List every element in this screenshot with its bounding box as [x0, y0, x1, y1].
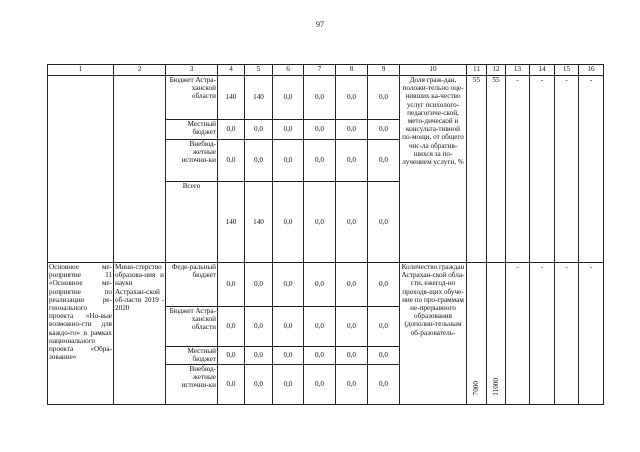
- indicator-value-16: -: [579, 263, 604, 405]
- funding-source: Бюджет Астра-ханской области: [166, 307, 218, 347]
- page-number: 97: [316, 20, 324, 29]
- col-number: 2: [114, 65, 166, 76]
- col-number: 14: [530, 65, 555, 76]
- value-cell: 0,0: [368, 365, 400, 405]
- value-cell: 0,0: [304, 120, 336, 140]
- value-cell: 0,0: [245, 263, 273, 307]
- funding-source: Феде-ральный бюджет: [166, 263, 218, 307]
- value-cell: 0,0: [245, 347, 273, 365]
- funding-source: Внебюд-жетные источни-ки: [166, 140, 218, 182]
- value-cell: 0,0: [336, 140, 368, 182]
- col-number: 7: [304, 65, 336, 76]
- value-cell: 0,0: [336, 365, 368, 405]
- value-cell: 0,0: [336, 263, 368, 307]
- value-cell: 0,0: [304, 140, 336, 182]
- indicator-text: Доля граж-дан, положи-тельно оце-нивших ка-чество услуг психолого-педагогиче-ской, мето-дической и консульта-тивной по-мощи, от общего чис-ла обратив-шихся за по-лучением услуги, %: [400, 76, 467, 263]
- value-cell: 0,0: [218, 120, 245, 140]
- value-cell: 0,0: [273, 263, 304, 307]
- funding-source: Местный бюджет: [166, 347, 218, 365]
- col-number: 8: [336, 65, 368, 76]
- col-number: 16: [579, 65, 604, 76]
- value-cell: 0,0: [336, 76, 368, 120]
- value-cell: 0,0: [368, 182, 400, 263]
- value-cell: 0,0: [273, 140, 304, 182]
- value-cell: 0,0: [245, 365, 273, 405]
- value-cell: 0,0: [368, 307, 400, 347]
- col-number: 15: [555, 65, 579, 76]
- col-number: 6: [273, 65, 304, 76]
- value-cell: 0,0: [304, 365, 336, 405]
- col-number: 4: [218, 65, 245, 76]
- value-cell: 0,0: [304, 263, 336, 307]
- value-cell: 0,0: [273, 182, 304, 263]
- col-number: 13: [506, 65, 530, 76]
- value-cell: 0,0: [218, 365, 245, 405]
- indicator-value-11: [467, 263, 487, 405]
- value-cell: 140: [218, 182, 245, 263]
- activity-cell-empty: [48, 76, 114, 263]
- value-cell: 0,0: [336, 307, 368, 347]
- value-cell: 0,0: [336, 347, 368, 365]
- value-cell: 0,0: [218, 347, 245, 365]
- funding-source: Бюджет Астра-ханской области: [166, 76, 218, 120]
- value-cell: 0,0: [273, 76, 304, 120]
- value-cell: 0,0: [273, 365, 304, 405]
- col-number: 12: [487, 65, 506, 76]
- value-cell: 0,0: [273, 347, 304, 365]
- indicator-value-16: -: [579, 76, 604, 263]
- funding-source: Внебюд-жетные источни-ки: [166, 365, 218, 405]
- activity-name: Основное ме-роприятие 11 «Основное ме-роприятие по реализации ре-гионального проекта «Но-вые возможно-сти для каждо-го» в рамках национального проекта «Обра-зование»: [48, 263, 114, 405]
- indicator-value-11-text: 7000: [472, 381, 481, 396]
- value-cell: 0,0: [304, 347, 336, 365]
- table-row: [48, 263, 604, 307]
- indicator-value-15: -: [555, 263, 579, 405]
- indicator-value-12: [487, 263, 506, 405]
- value-cell: 0,0: [368, 140, 400, 182]
- funding-source: Всего: [166, 182, 218, 263]
- indicator-value-11: 55: [467, 76, 487, 263]
- program-table: [47, 64, 604, 405]
- indicator-value-12: 55: [487, 76, 506, 263]
- value-cell: 0,0: [336, 182, 368, 263]
- indicator-value-12-text: 11000: [491, 378, 500, 396]
- col-number: 1: [48, 65, 114, 76]
- col-number: 5: [245, 65, 273, 76]
- indicator-value-13: -: [506, 76, 530, 263]
- value-cell: 0,0: [218, 140, 245, 182]
- value-cell: 0,0: [368, 263, 400, 307]
- col-number: 9: [368, 65, 400, 76]
- value-cell: 140: [245, 182, 273, 263]
- value-cell: 0,0: [304, 76, 336, 120]
- value-cell: 0,0: [273, 307, 304, 347]
- value-cell: 0,0: [273, 120, 304, 140]
- value-cell: 140: [218, 76, 245, 120]
- value-cell: 140: [245, 76, 273, 120]
- table-row: [48, 76, 604, 120]
- indicator-value-13: -: [506, 263, 530, 405]
- value-cell: 0,0: [368, 120, 400, 140]
- col-number: 3: [166, 65, 218, 76]
- value-cell: 0,0: [218, 307, 245, 347]
- value-cell: 0,0: [304, 182, 336, 263]
- value-cell: 0,0: [245, 140, 273, 182]
- column-number-row: [48, 65, 604, 76]
- col-number: 10: [400, 65, 467, 76]
- indicator-value-15: -: [555, 76, 579, 263]
- value-cell: 0,0: [218, 263, 245, 307]
- indicator-value-14: -: [530, 76, 555, 263]
- executor-cell-empty: [114, 76, 166, 263]
- value-cell: 0,0: [368, 347, 400, 365]
- indicator-value-14: -: [530, 263, 555, 405]
- funding-source: Местный бюджет: [166, 120, 218, 140]
- indicator-text: Количество граждан Астрахан-ской обла-сти, ежегод-но проходя-щих обуче-ние по про-граммам не-прерывного образования (дополни-тельным об-разователь-: [400, 263, 467, 405]
- value-cell: 0,0: [245, 120, 273, 140]
- executor-name: Мини-стерство образова-ния и науки Астрахан-ской об-ласти 2019 - 2020: [114, 263, 166, 405]
- value-cell: 0,0: [336, 120, 368, 140]
- col-number: 11: [467, 65, 487, 76]
- value-cell: 0,0: [245, 307, 273, 347]
- value-cell: 0,0: [304, 307, 336, 347]
- value-cell: 0,0: [368, 76, 400, 120]
